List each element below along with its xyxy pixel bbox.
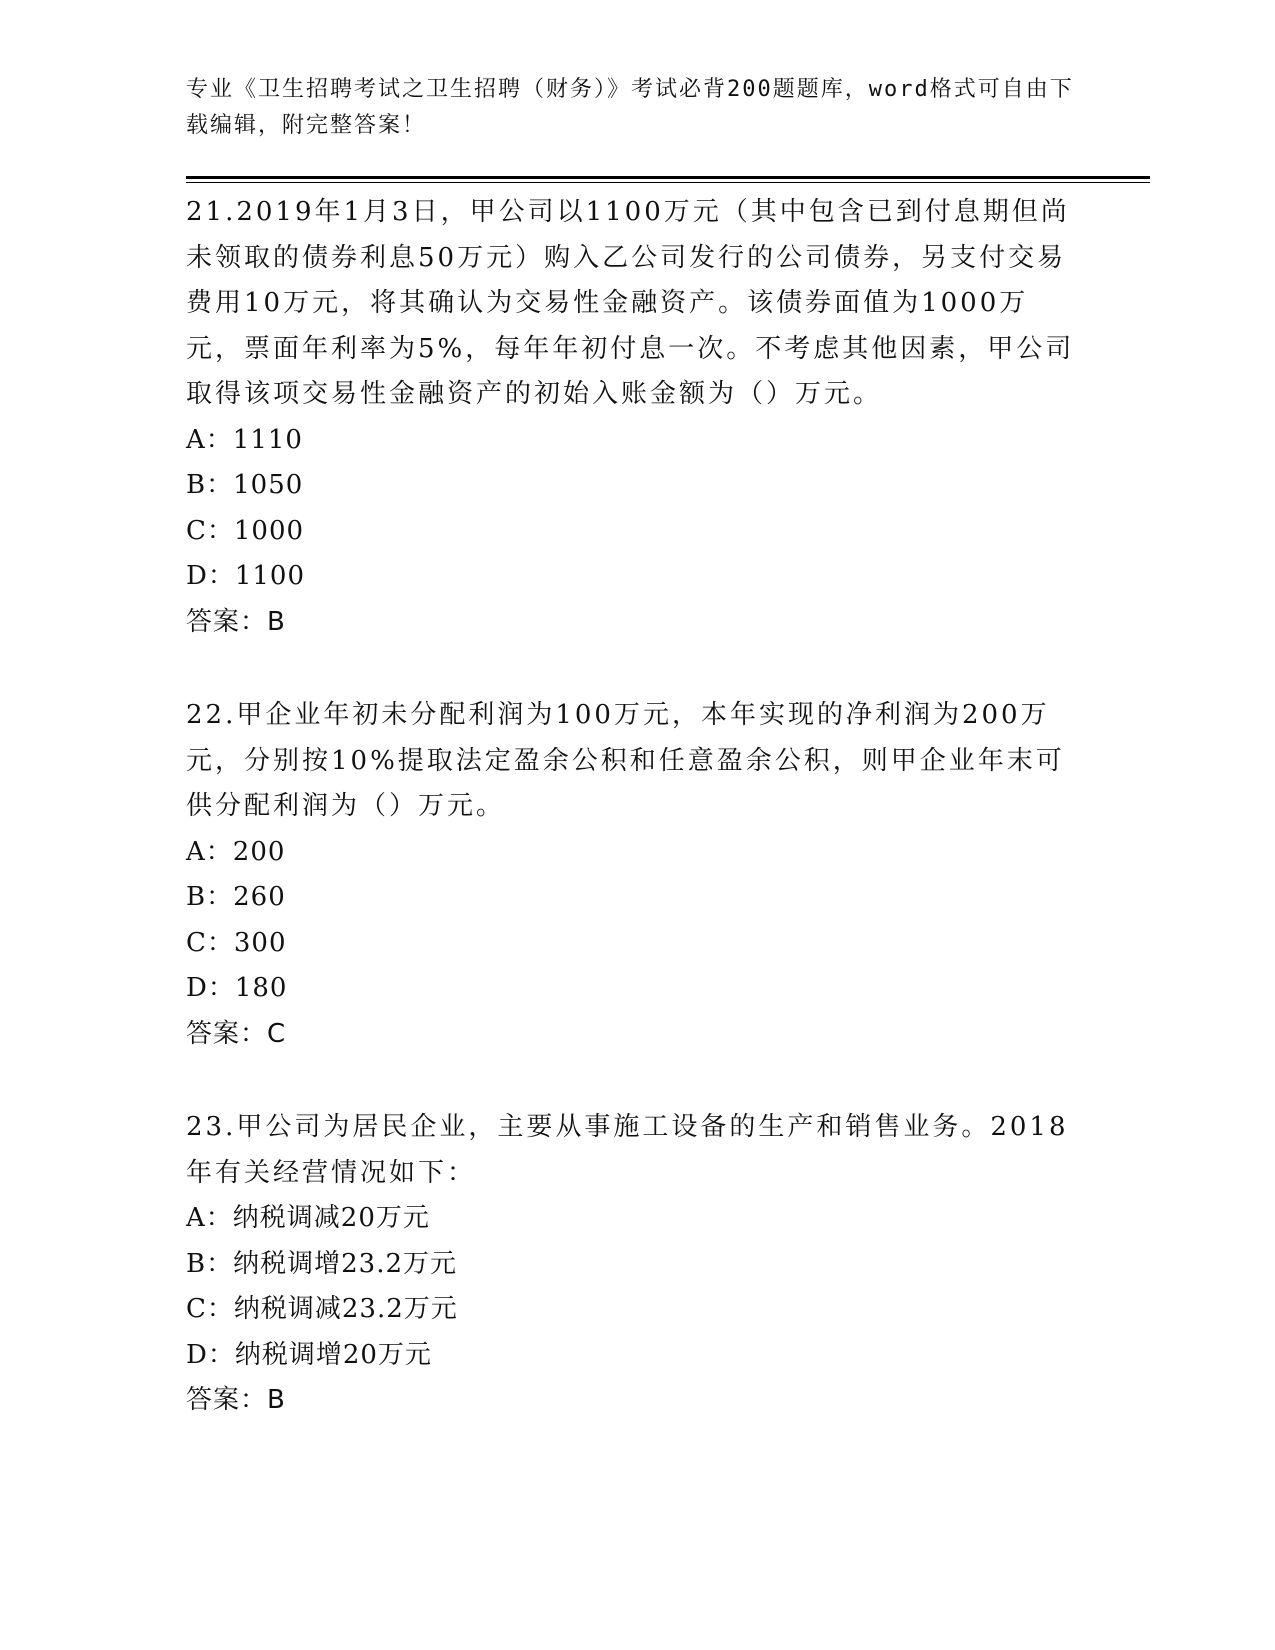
option-a: A：200 bbox=[186, 836, 286, 867]
option-d: D：纳税调增20万元 bbox=[186, 1339, 432, 1370]
header-divider-thick bbox=[186, 176, 1150, 179]
question-21 bbox=[186, 190, 1086, 645]
header-divider-thin bbox=[186, 182, 1150, 183]
option-b: B：纳税调增23.2万元 bbox=[186, 1248, 457, 1279]
question-list bbox=[186, 190, 1086, 1472]
answer-line: 答案：B bbox=[186, 1385, 286, 1415]
document-title: 专业《卫生招聘考试之卫生招聘（财务）》考试必背200题题库，word格式可自由下载编辑，附完整答案！ bbox=[186, 77, 1074, 138]
option-b: B：1050 bbox=[186, 470, 304, 500]
option-c: C：1000 bbox=[186, 515, 305, 546]
option-d: D：1100 bbox=[186, 561, 306, 591]
option-c: C：300 bbox=[186, 927, 287, 958]
answer-line: 答案：B bbox=[186, 606, 286, 637]
question-23 bbox=[186, 1105, 1086, 1424]
question-stem: 21.2019年1月3日，甲公司以1100万元（其中包含已到付息期但尚未领取的债券利息50万元）购入乙公司发行的公司债券，另支付交易费用10万元，将其确认为交易性金融资产。该债券面值为1000万元，票面年利率为5%，每年年初付息一次。不考虑其他因素，甲公司取得该项交易性金融资产的初始入账金额为（）万元。 bbox=[186, 197, 1075, 409]
option-a: A：1110 bbox=[186, 424, 303, 455]
option-d: D：180 bbox=[186, 973, 288, 1003]
question-22 bbox=[186, 693, 1086, 1057]
option-b: B：260 bbox=[186, 882, 286, 912]
question-stem: 23.甲公司为居民企业，主要从事施工设备的生产和销售业务。2018年有关经营情况如下： bbox=[186, 1112, 1069, 1188]
question-stem: 22.甲企业年初未分配利润为100万元，本年实现的净利润为200万元，分别按10%提取法定盈余公积和任意盈余公积，则甲企业年末可供分配利润为（）万元。 bbox=[186, 700, 1065, 821]
option-c: C：纳税调减23.2万元 bbox=[186, 1294, 458, 1324]
answer-line: 答案：C bbox=[186, 1018, 287, 1049]
option-a: A：纳税调减20万元 bbox=[186, 1203, 430, 1233]
